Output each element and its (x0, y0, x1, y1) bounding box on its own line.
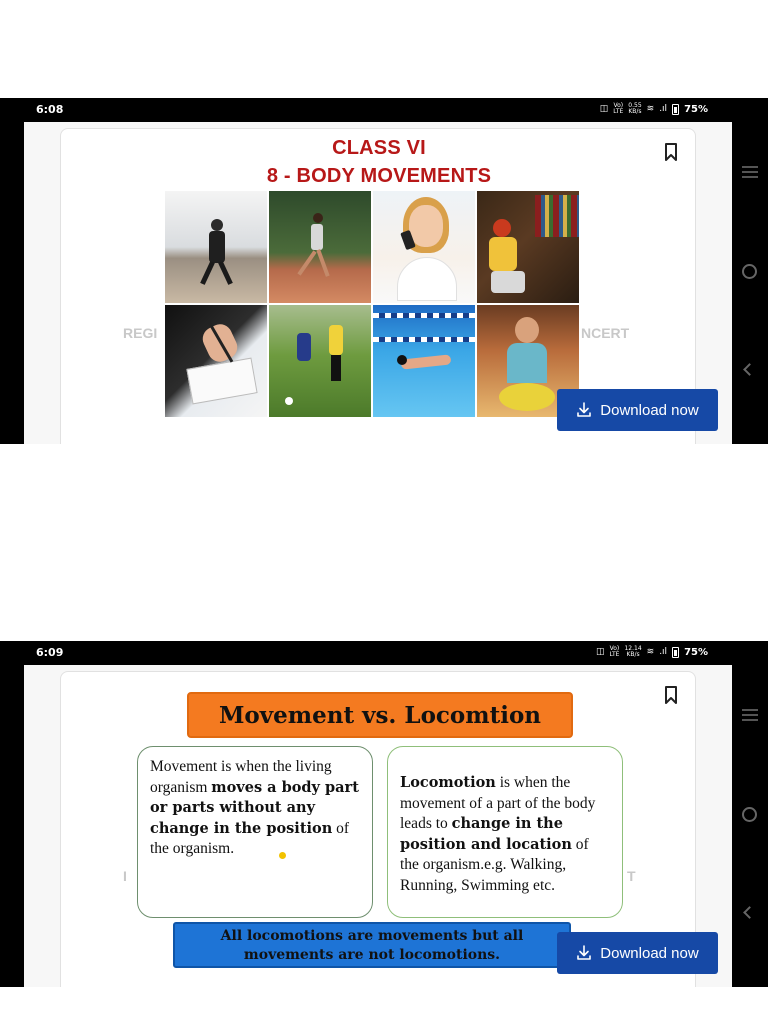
home-icon[interactable] (742, 807, 757, 822)
vibrate-icon: ◫ (595, 647, 605, 657)
photo-swimming (373, 305, 475, 417)
download-label: Download now (600, 944, 699, 962)
status-time: 6:08 (36, 103, 64, 116)
battery-percent: 75% (684, 103, 708, 115)
slide-title: Movement vs. Locomtion (187, 692, 573, 738)
status-bar (0, 98, 768, 122)
download-icon (576, 945, 592, 961)
photo-running (269, 191, 371, 303)
menu-icon[interactable] (742, 709, 758, 721)
photo-reading (477, 191, 579, 303)
navigation-bar (732, 665, 768, 987)
battery-icon (672, 104, 679, 115)
download-now-button[interactable] (557, 932, 718, 974)
wifi-icon: ≋ (646, 647, 655, 657)
back-icon[interactable] (743, 363, 756, 376)
signal-icon: .ıl (659, 104, 668, 114)
download-now-button[interactable] (557, 389, 718, 431)
status-time: 6:09 (36, 646, 64, 659)
wifi-icon: ≋ (646, 104, 655, 114)
slide-title-class: CLASS VI (332, 137, 426, 159)
status-icons (600, 103, 708, 115)
activity-photo-grid (165, 191, 579, 417)
battery-icon (672, 647, 679, 658)
photo-football (269, 305, 371, 417)
slide-title-chapter: 8 - BODY MOVEMENTS (266, 165, 492, 187)
battery-percent: 75% (684, 646, 708, 658)
status-icons (596, 646, 708, 658)
locomotion-note: All locomotions are movements but all movements are not locomotions. (173, 922, 571, 968)
screenshot-2 (0, 641, 768, 987)
side-text-right: NCERT (581, 325, 630, 341)
photo-walking (165, 191, 267, 303)
status-bar (0, 641, 768, 665)
pointer-indicator (279, 852, 286, 859)
lte-indicator: Vo) LTE (609, 645, 620, 658)
movement-definition: Movement is when the living organism moves a body part or parts without any change in the position of the organism. (137, 746, 373, 918)
back-icon[interactable] (743, 906, 756, 919)
menu-icon[interactable] (742, 166, 758, 178)
photo-talking-phone (373, 191, 475, 303)
bookmark-icon[interactable] (665, 143, 677, 161)
network-speed: 12.14 KB/s (624, 645, 642, 658)
photo-writing (165, 305, 267, 417)
side-text-right: T (627, 868, 636, 884)
document-viewer[interactable] (24, 122, 732, 444)
download-icon (576, 402, 592, 418)
bookmark-icon[interactable] (665, 686, 677, 704)
lte-indicator: Vo) LTE (613, 102, 624, 115)
network-speed: 0.55 KB/s (628, 102, 642, 115)
navigation-bar (732, 122, 768, 444)
side-text-left: I (123, 868, 127, 884)
home-icon[interactable] (742, 264, 757, 279)
document-viewer[interactable] (24, 665, 732, 987)
side-text-left: REGI (123, 325, 158, 341)
signal-icon: .ıl (659, 647, 668, 657)
download-label: Download now (600, 401, 699, 419)
screenshot-1 (0, 98, 768, 444)
vibrate-icon: ◫ (599, 104, 609, 114)
locomotion-definition: Locomotion is when the movement of a part of the body leads to change in the position and location of the organism.e.g. Walking, Running, Swimming etc. (387, 746, 623, 918)
